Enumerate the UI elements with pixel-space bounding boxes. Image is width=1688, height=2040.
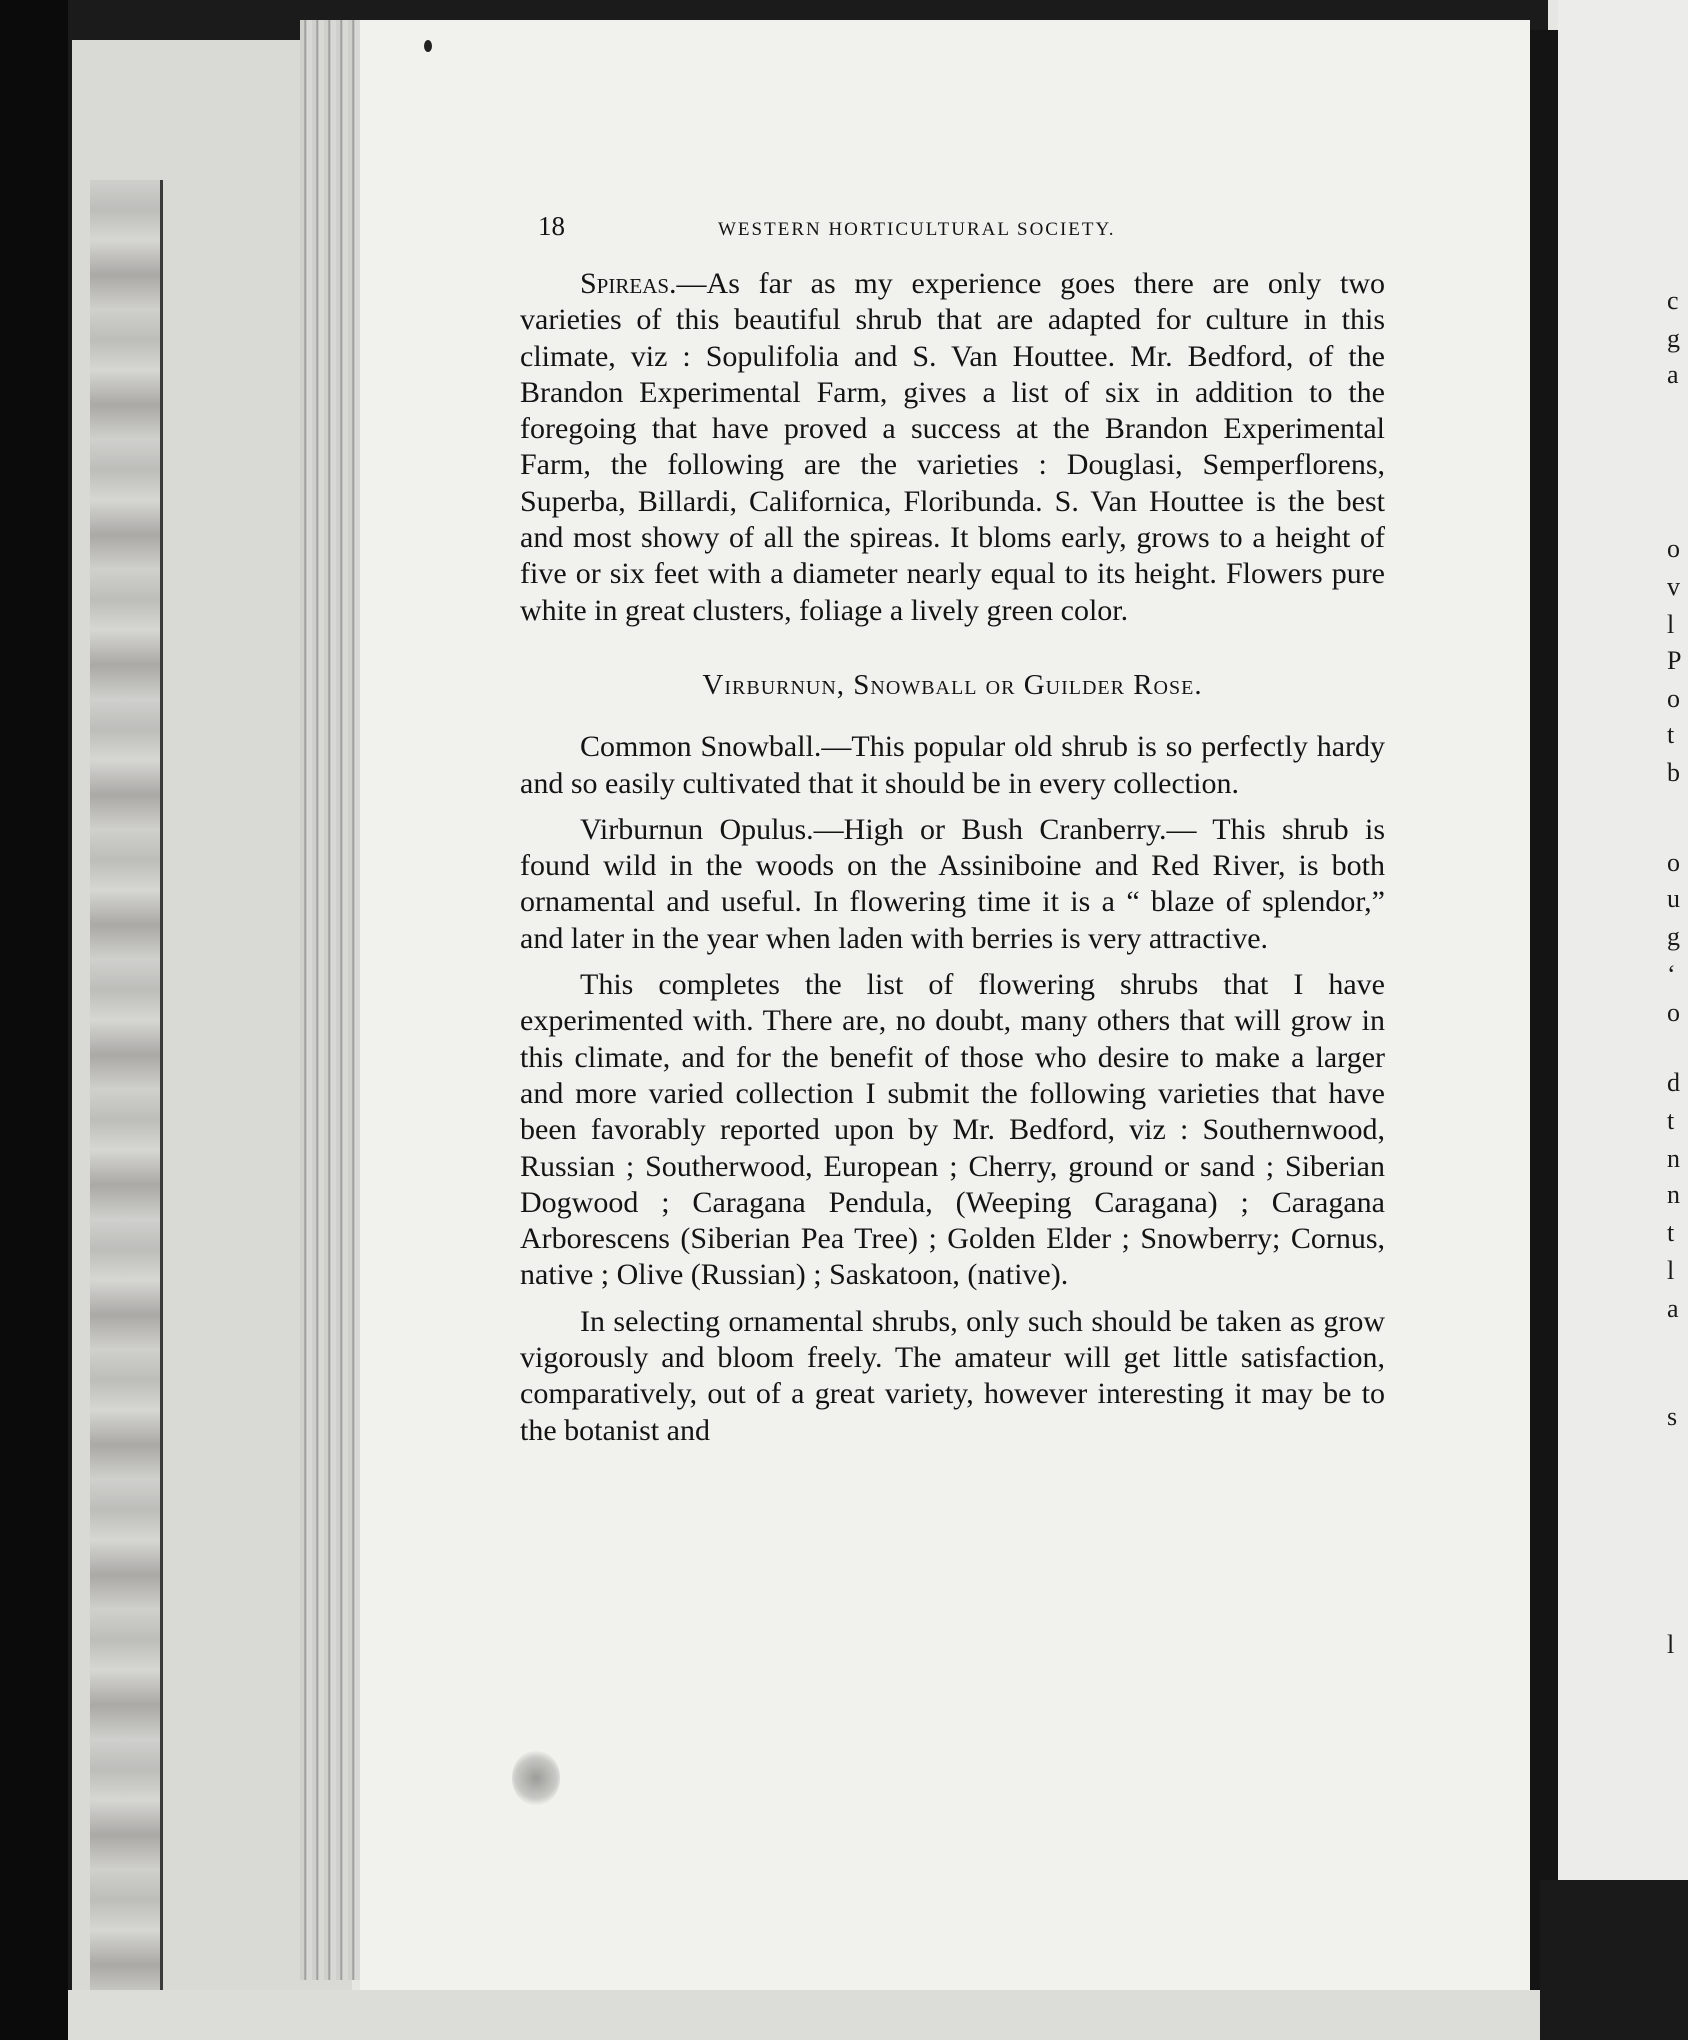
- spireas-text: —As far as my experience goes there are only two varieties of this beautiful shrub that are adapted for culture in this climate, viz : Sopulifolia and S. Van Houttee. Mr. Bedford, of the Brandon Experimental Farm, gives a list of six in addition to the foregoing that have proved a success at the Brandon Experimental Farm, the following are the varieties : Douglasi, Semperflorens, Superba, Billardi, Californica, Floribunda. S. Van Houttee is the best and most showy of all the spireas. It bloms early, grows to a height of five or six feet with a diameter nearly equal to its height. Flowers pure white in great clusters, foliage a lively green color.: [520, 267, 1385, 627]
- bottom-right-border: [1540, 1880, 1688, 2040]
- bottom-binding-strip: [68, 1990, 1540, 2040]
- edge-letter: o: [1667, 998, 1680, 1027]
- edge-letter: l: [1667, 1630, 1675, 1659]
- edge-letter: b: [1667, 758, 1680, 787]
- edge-letter: g: [1667, 922, 1680, 951]
- paragraph-selecting-shrubs: In selecting ornamental shrubs, only such should be taken as grow vigorously and bloom freely. The amateur will get little satisfaction, comparatively, out of a great variety, however interesting it may be to the botanist and: [520, 1304, 1385, 1447]
- section-heading: Virburnun, Snowball or Guilder Rose.: [702, 668, 1203, 701]
- edge-letter: a: [1667, 360, 1679, 389]
- spireas-paragraph: [520, 266, 1385, 629]
- page-header: [520, 200, 1385, 248]
- edge-letter: P: [1667, 646, 1682, 675]
- paragraph-common-snowball: Common Snowball.—This popular old shrub is so perfectly hardy and so easily cultivated that it should be in every collection.: [520, 730, 1385, 800]
- edge-letter: v: [1667, 572, 1680, 601]
- ink-smudge: [512, 1750, 560, 1806]
- edge-letter: a: [1667, 1294, 1679, 1323]
- spireas-lead: Spireas.: [580, 267, 677, 300]
- edge-letter: o: [1667, 684, 1680, 713]
- edge-letter: ‘: [1667, 960, 1676, 989]
- edge-letter: l: [1667, 610, 1675, 639]
- edge-letter: s: [1667, 1402, 1678, 1431]
- edge-letter: t: [1667, 1106, 1675, 1135]
- paragraph-virburnun-opulus: Virburnun Opulus.—High or Bush Cranberry.— This shrub is found wild in the woods on the Assiniboine and Red River, is both ornamental and useful. In flowering time it is a “ blaze of splendor,” and later in the year when laden with berries is very attractive.: [520, 812, 1385, 955]
- ink-dot: [424, 40, 432, 52]
- edge-letter: l: [1667, 1256, 1675, 1285]
- page-gutter-lines: [300, 20, 360, 1980]
- text-column: [520, 200, 1385, 1449]
- edge-letter: t: [1667, 720, 1675, 749]
- edge-letter: d: [1667, 1068, 1680, 1097]
- running-head: WESTERN HORTICULTURAL SOCIETY.: [718, 219, 1116, 240]
- page-number: 18: [538, 211, 565, 241]
- edge-letter: n: [1667, 1144, 1680, 1173]
- edge-letter: o: [1667, 848, 1680, 877]
- edge-letter: n: [1667, 1180, 1680, 1209]
- edge-letter: u: [1667, 884, 1680, 913]
- paragraph-shrub-list: This completes the list of flowering shrubs that I have experimented with. There are, no doubt, many others that will grow in this climate, and for the benefit of those who desire to make a larger and more varied collection I submit the following varieties that have been favorably reported upon by Mr. Bedford, viz : Southernwood, Russian ; Southerwood, European ; Cherry, ground or sand ; Siberian Dogwood ; Caragana Pendula, (Weeping Caragana) ; Caragana Arborescens (Siberian Pea Tree) ; Golden Elder ; Snowberry; Cornus, native ; Olive (Russian) ; Saskatoon, (native).: [520, 968, 1385, 1292]
- edge-letter: o: [1667, 534, 1680, 563]
- edge-letter: g: [1667, 324, 1680, 353]
- torn-page-edge: [90, 180, 163, 2000]
- edge-letter: t: [1667, 1218, 1675, 1247]
- left-scan-border: [0, 0, 68, 2040]
- right-spine-shadow: [1530, 30, 1558, 1990]
- edge-letter: c: [1667, 286, 1679, 315]
